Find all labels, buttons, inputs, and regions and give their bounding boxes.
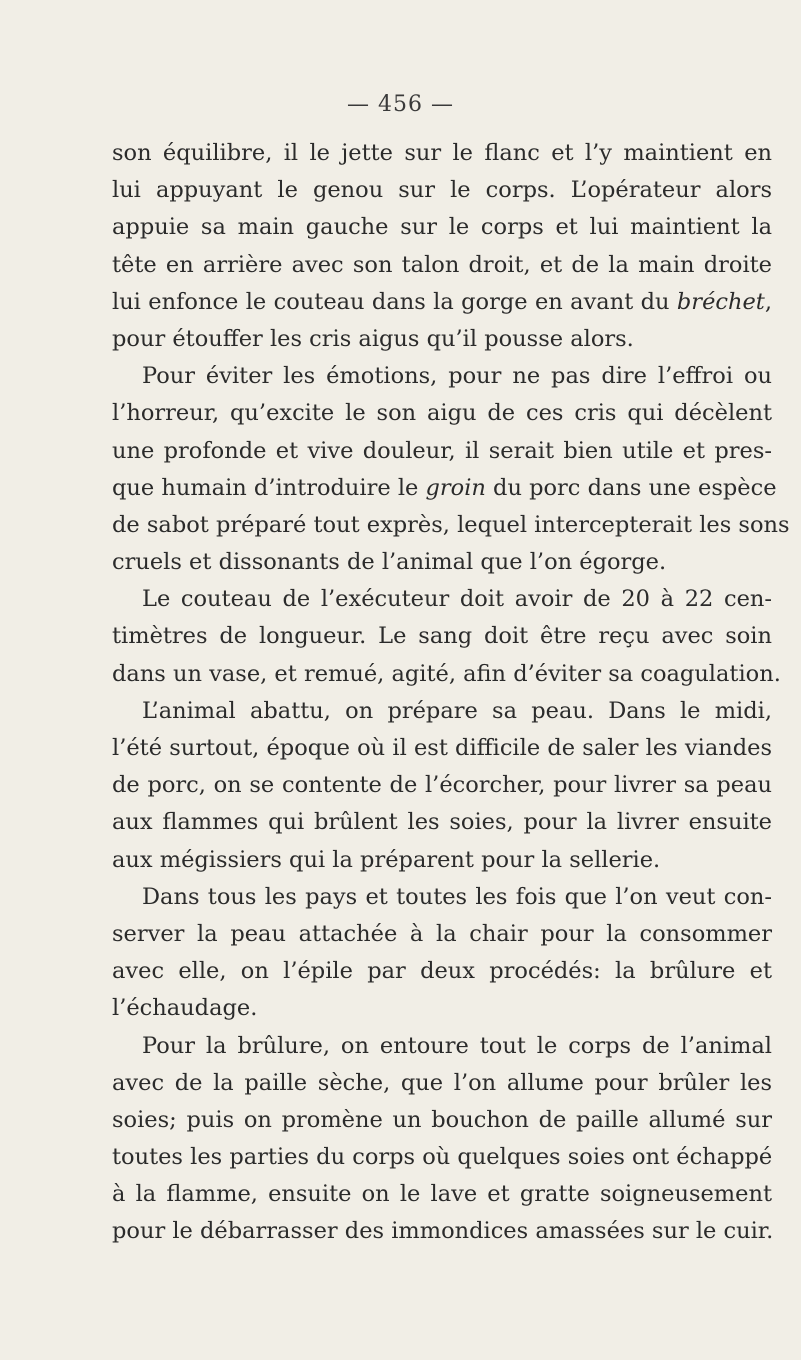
text-line: l’échaudage. bbox=[112, 995, 258, 1022]
text-line: l’été surtout, époque où il est difficile de saler les viandes bbox=[112, 735, 772, 761]
text-line: pour le débarrasser des immondices amassées sur le cuir. bbox=[112, 1218, 774, 1245]
text-line: Pour éviter les émotions, pour ne pas dire l’effroi ou bbox=[142, 363, 772, 390]
text-line: Dans tous les pays et toutes les fois que l’on veut con- bbox=[142, 883, 772, 910]
body-text bbox=[112, 135, 790, 1251]
text-line: Pour la brûlure, on entoure tout le corps de l’animal bbox=[142, 1032, 772, 1059]
text-line: soies; puis on promène un bouchon de paille allumé sur bbox=[112, 1106, 772, 1133]
text-line: appuie sa main gauche sur le corps et lui maintient la bbox=[112, 214, 772, 241]
text-line: L’animal abattu, on prépare sa peau. Dans le midi, bbox=[142, 697, 772, 724]
text-line: toutes les parties du corps où quelques soies ont échappé bbox=[112, 1144, 773, 1171]
text-segment: , bbox=[764, 288, 772, 315]
text-line: server la peau attachée à la chair pour la consommer bbox=[112, 920, 772, 947]
text-line: cruels et dissonants de l’animal que l’on égorge. bbox=[112, 549, 667, 576]
text-line: timètres de longueur. Le sang doit être reçu avec soin bbox=[112, 623, 772, 650]
text-segment: lui enfonce le couteau dans la gorge en avant du bbox=[112, 288, 677, 315]
text-line: dans un vase, et remué, agité, afin d’éviter sa coagulation. bbox=[112, 660, 781, 687]
text-line bbox=[112, 284, 772, 321]
text-segment: que humain d’introduire le bbox=[112, 474, 426, 501]
italic-term: bréchet bbox=[676, 288, 765, 315]
text-line: de sabot préparé tout exprès, lequel intercepterait les sons bbox=[112, 511, 790, 538]
text-line: aux flammes qui brûlent les soies, pour la livrer ensuite bbox=[112, 809, 772, 836]
text-line: avec de la paille sèche, que l’on allume pour brûler les bbox=[112, 1069, 772, 1096]
text-line: lui appuyant le genou sur le corps. L’opérateur alors bbox=[112, 177, 772, 204]
page-number: — 456 — bbox=[347, 92, 454, 117]
text-line: à la flamme, ensuite on le lave et gratte soigneusement bbox=[112, 1181, 772, 1208]
text-line: de porc, on se contente de l’écorcher, pour livrer sa peau bbox=[112, 772, 772, 799]
text-line: pour étouffer les cris aigus qu’il pousse alors. bbox=[112, 325, 634, 352]
text-line: l’horreur, qu’excite le son aigu de ces cris qui décèlent bbox=[112, 400, 772, 427]
text-line: une profonde et vive douleur, il serait bien utile et pres- bbox=[112, 437, 772, 464]
text-line: son équilibre, il le jette sur le flanc et l’y maintient en bbox=[112, 140, 772, 166]
text-line bbox=[112, 470, 777, 507]
text-segment: du porc dans une espèce bbox=[485, 474, 777, 501]
italic-term: groin bbox=[425, 474, 486, 501]
text-line: tête en arrière avec son talon droit, et de la main droite bbox=[112, 251, 772, 278]
text-line: Le couteau de l’exécuteur doit avoir de 20 à 22 cen- bbox=[142, 586, 772, 613]
text-line: avec elle, on l’épile par deux procédés: la brûlure et bbox=[112, 958, 772, 985]
text-line: aux mégissiers qui la préparent pour la sellerie. bbox=[112, 846, 661, 873]
